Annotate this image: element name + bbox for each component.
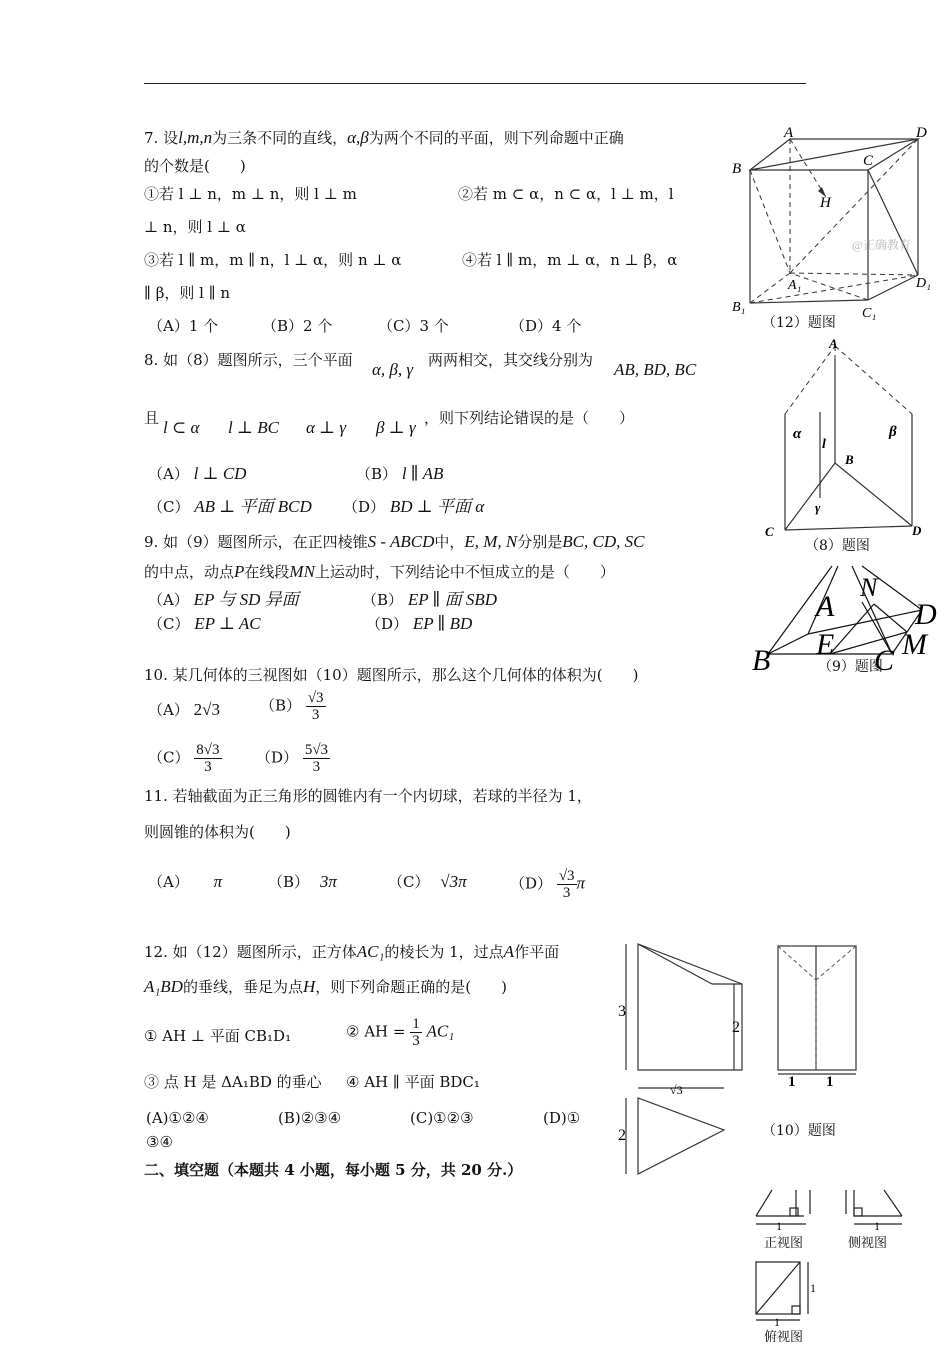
fig10-width-1b: 1 — [826, 1074, 834, 1090]
q7-proposition-2: ②若 m ⊂ α，n ⊂ α，l ⊥ m，l — [458, 185, 674, 203]
q8-cond3: α ⊥ γ — [306, 418, 347, 437]
q7-proposition-3: ③若 l ∥ m，m ∥ n，l ⊥ α，则 n ⊥ α — [144, 251, 402, 269]
q9-option-b: （B） EP ∥ 面 SBD — [362, 590, 498, 609]
small-top-view — [752, 1258, 822, 1328]
fig9-label-d: D — [915, 598, 937, 631]
q7-option-d: （D）4 个 — [510, 317, 582, 335]
section-2-heading: 二、填空题（本题共 4 小题，每小题 5 分，共 20 分.） — [144, 1161, 523, 1179]
q7-option-c: （C）3 个 — [378, 317, 449, 335]
fig9-label-b: B — [752, 644, 771, 677]
q10-option-b: （B） $\frac{√3}{3}$ — [260, 690, 324, 723]
small-top-caption: 俯视图 — [764, 1330, 804, 1345]
q10-line1: 10. 某几何体的三视图如（10）题图所示，那么这个几何体的体积为( ) — [144, 666, 639, 684]
small-front-width: 1 — [776, 1219, 782, 1233]
q9-option-d: （D） EP ∥ BD — [366, 614, 473, 633]
q11-option-d: （D） $\frac{√3}{3}$ π — [510, 868, 586, 901]
q12-option-b: (B)②③④ — [278, 1109, 342, 1127]
fig8-label-beta: β — [889, 424, 897, 440]
small-side-width: 1 — [874, 1219, 880, 1233]
small-front-view — [752, 1186, 822, 1233]
q9-line1: 9. 如（9）题图所示，在正四棱锥S - ABCD中，E, M, N分别是BC, CD, SC — [144, 532, 645, 551]
fig10-caption: （10）题图 — [762, 1123, 836, 1139]
q7-proposition-2-cont: ⊥ n，则 l ⊥ α — [144, 218, 246, 236]
q8-lines: AB, BD, BC — [614, 360, 697, 379]
q8-cond2: l ⊥ BC — [228, 418, 279, 437]
fig8-label-alpha: α — [793, 426, 802, 442]
figure-10-side-view — [768, 942, 868, 1092]
q8-option-c: （C） AB ⊥ 平面 BCD — [148, 497, 312, 516]
header-rule — [144, 83, 806, 84]
small-top-height: 1 — [810, 1281, 816, 1295]
q7-proposition-4: ④若 l ∥ m，m ⊥ α，n ⊥ β，α — [462, 251, 678, 269]
fig9-label-a: A — [816, 590, 835, 623]
q8-option-b: （B） l ∥ AB — [356, 464, 444, 483]
q7-option-a: （A）1 个 — [148, 317, 219, 335]
q12-prop-1: ① AH ⊥ 平面 CB₁D₁ — [144, 1027, 292, 1045]
fig8-caption: （8）题图 — [805, 538, 870, 554]
fig8-label-b: B — [845, 452, 854, 467]
fig12-label-c: C — [863, 153, 874, 169]
fig12-label-d1: D₁ — [916, 276, 931, 291]
small-side-view — [840, 1186, 910, 1233]
fig12-label-h: H — [820, 195, 831, 211]
fig10-height-2b: 2 — [618, 1127, 626, 1144]
q7-proposition-4-cont: ∥ β，则 l ∥ n — [144, 284, 231, 302]
q8-line2f: ，则下列结论错误的是（ ） — [424, 409, 635, 427]
q8-line1a: 8. 如（8）题图所示，三个平面 — [144, 351, 353, 369]
fig10-width-sqrt3: √3 — [670, 1083, 683, 1097]
q7-line1: 7. 设l,m,n为三条不同的直线，α,β为两个不同的平面，则下列命题中正确 — [144, 128, 624, 147]
q12-prop-2: ② AH = $\frac{1}{3}$ AC₁ — [346, 1016, 455, 1049]
q8-cond1: l ⊂ α — [163, 418, 200, 437]
fig12-label-a: A — [784, 125, 794, 141]
q10-option-d: （D） $\frac{5√3}{3}$ — [256, 742, 329, 775]
q8-option-d: （D） BD ⊥ 平面 α — [343, 497, 485, 516]
fig8-label-gamma: γ — [815, 500, 821, 515]
q7-line2: 的个数是( ) — [144, 157, 246, 175]
fig12-watermark: @正确教育 — [852, 238, 912, 252]
q7-proposition-1: ①若 l ⊥ n，m ⊥ n，则 l ⊥ m — [144, 185, 357, 203]
q12-option-c: (C)①②③ — [410, 1109, 474, 1127]
small-top-width: 1 — [774, 1315, 780, 1329]
q11-option-b: （B） 3π — [268, 872, 337, 891]
q10-option-a: （A） 2√3 — [148, 700, 220, 719]
fig8-label-a: A — [829, 336, 838, 351]
fig12-label-d: D — [916, 125, 927, 141]
fig12-label-b1: B₁ — [732, 300, 746, 315]
fig12-label-a1: A₁ — [788, 278, 802, 293]
figure-8-planes — [765, 338, 930, 538]
q11-line2: 则圆锥的体积为( ) — [144, 823, 291, 841]
fig9-label-n: N — [860, 573, 878, 602]
q12-option-d: (D)① — [543, 1109, 581, 1127]
figure-12-cube — [728, 125, 931, 335]
fig8-label-c: C — [765, 524, 774, 539]
fig9-label-c: C — [874, 644, 895, 677]
fig8-label-d: D — [912, 523, 922, 538]
fig12-caption: （12）题图 — [762, 315, 836, 331]
q12-prop-3: ③ 点 H 是 ΔA₁BD 的垂心 — [144, 1073, 322, 1091]
q11-option-c: （C） √3π — [388, 872, 467, 891]
q7-option-b: （B）2 个 — [262, 317, 333, 335]
q8-planes: α, β, γ — [372, 360, 414, 379]
fig9-label-m: M — [902, 628, 927, 661]
q11-line1: 11. 若轴截面为正三角形的圆锥内有一个内切球，若球的半径为 1， — [144, 787, 592, 805]
q12-line1: 12. 如（12）题图所示，正方体AC₁的棱长为 1，过点A作平面 — [144, 942, 560, 961]
small-front-caption: 正视图 — [764, 1236, 804, 1251]
fig10-height-3: 3 — [618, 1003, 626, 1020]
figure-10-front-view — [612, 940, 752, 1080]
small-side-caption: 侧视图 — [848, 1236, 888, 1251]
q9-line2: 的中点，动点P在线段MN上运动时，下列结论中不恒成立的是（ ） — [144, 562, 615, 581]
fig10-width-1a: 1 — [788, 1074, 796, 1090]
fig9-label-e: E — [816, 628, 835, 661]
q12-option-d-cont: ③④ — [146, 1133, 173, 1151]
q11-option-a: （A） π — [148, 872, 223, 891]
fig9-caption: （9）题图 — [818, 659, 883, 675]
fig10-height-2: 2 — [732, 1019, 740, 1036]
q8-line1c: 两两相交，其交线分别为 — [428, 351, 594, 369]
q9-option-c: （C） EP ⊥ AC — [148, 614, 261, 633]
q9-option-a: （A） EP 与 SD 异面 — [148, 590, 299, 609]
q12-line2: A₁BD的垂线，垂足为点H，则下列命题正确的是( ) — [144, 977, 507, 996]
figure-10-top-view — [612, 1080, 752, 1180]
fig8-label-l: l — [822, 437, 826, 452]
q12-option-a: (A)①②④ — [146, 1109, 209, 1127]
fig12-label-c1: C₁ — [862, 306, 877, 321]
q8-cond4: β ⊥ γ — [376, 418, 416, 437]
fig12-label-b: B — [732, 161, 742, 177]
q12-prop-4: ④ AH ∥ 平面 BDC₁ — [346, 1073, 480, 1091]
q10-option-c: （C） $\frac{8√3}{3}$ — [148, 742, 220, 775]
q8-line2a: 且 — [144, 409, 160, 427]
q8-option-a: （A） l ⊥ CD — [148, 464, 247, 483]
